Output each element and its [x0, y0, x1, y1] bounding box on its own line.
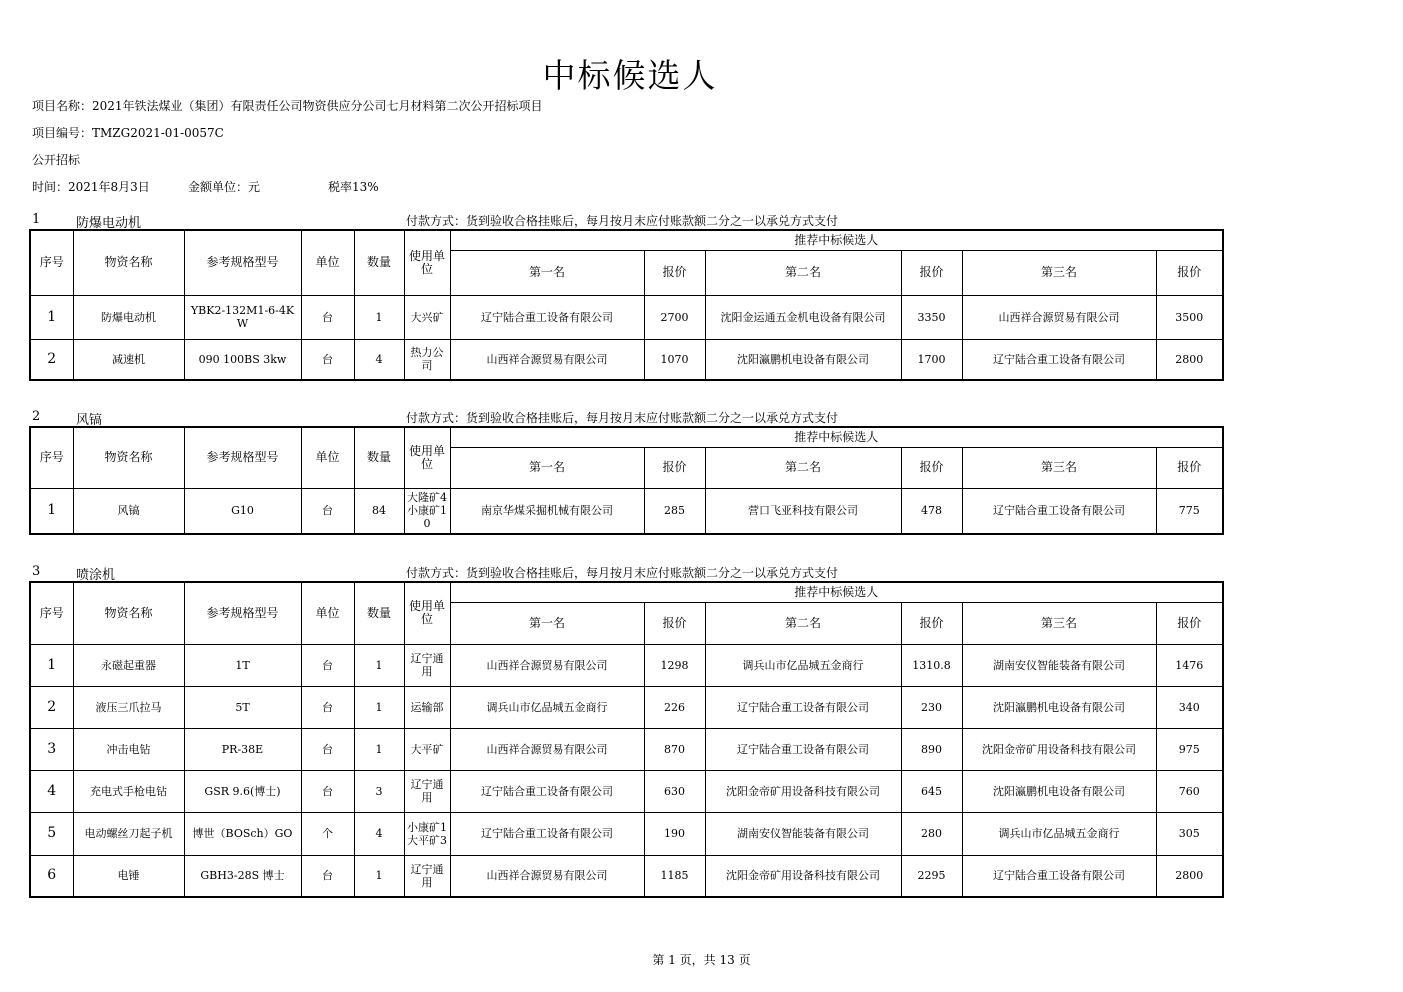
header-row [30, 582, 1223, 602]
row-price-second: 1310.8 [901, 644, 962, 686]
row-price-third: 3500 [1156, 295, 1223, 339]
project-code: 项目编号：TMZG2021-01-0057C [32, 126, 224, 140]
table-row [30, 644, 1223, 686]
row-seq: 2 [30, 339, 73, 380]
section-number: 2 [32, 409, 41, 424]
meta-line [32, 178, 379, 195]
row-third: 沈阳金帝矿用设备科技有限公司 [962, 728, 1156, 770]
table-row [30, 295, 1223, 339]
row-name: 减速机 [73, 339, 184, 380]
header-third: 第三名 [962, 447, 1156, 488]
row-first: 辽宁陆合重工设备有限公司 [450, 295, 644, 339]
page-title: 中标候选人 [542, 56, 718, 95]
row-spec: GSR 9.6(博士) [184, 770, 301, 812]
row-price-first: 1298 [644, 644, 705, 686]
row-seq: 3 [30, 728, 73, 770]
page-footer: 第 1 页，共 13 页 [652, 953, 751, 967]
row-qty: 3 [354, 770, 404, 812]
row-name: 电动螺丝刀起子机 [73, 812, 184, 855]
row-price-second: 1700 [901, 339, 962, 380]
row-price-first: 190 [644, 812, 705, 855]
row-qty: 1 [354, 855, 404, 897]
header-first: 第一名 [450, 447, 644, 488]
row-user: 辽宁通用 [404, 644, 450, 686]
row-spec: 5T [184, 686, 301, 728]
section-number: 1 [32, 212, 41, 227]
row-price-first: 630 [644, 770, 705, 812]
header-price: 报价 [901, 447, 962, 488]
table-row [30, 770, 1223, 812]
header-seq: 序号 [30, 427, 73, 488]
section-heading [32, 212, 1224, 231]
row-unit: 个 [301, 812, 354, 855]
project-name: 项目名称：2021年铁法煤业（集团）有限责任公司物资供应分公司七月材料第二次公开招标项目 [32, 99, 543, 113]
row-first: 南京华煤采掘机械有限公司 [450, 488, 644, 534]
row-price-third: 2800 [1156, 855, 1223, 897]
row-third: 辽宁陆合重工设备有限公司 [962, 488, 1156, 534]
table-row [30, 686, 1223, 728]
section-name: 风镐 [76, 413, 103, 428]
row-qty: 1 [354, 644, 404, 686]
row-price-third: 975 [1156, 728, 1223, 770]
tax-rate: 税率13% [328, 180, 379, 194]
row-seq: 5 [30, 812, 73, 855]
row-first: 山西祥合源贸易有限公司 [450, 728, 644, 770]
row-third: 辽宁陆合重工设备有限公司 [962, 339, 1156, 380]
row-qty: 1 [354, 728, 404, 770]
row-qty: 4 [354, 812, 404, 855]
header-price: 报价 [1156, 447, 1223, 488]
row-second: 沈阳瀛鹏机电设备有限公司 [705, 339, 901, 380]
row-second: 湖南安仪智能装备有限公司 [705, 812, 901, 855]
header-recommended: 推荐中标候选人 [450, 427, 1223, 447]
header-row [30, 427, 1223, 447]
header-user: 使用单位 [404, 582, 450, 644]
row-price-third: 340 [1156, 686, 1223, 728]
section-name: 防爆电动机 [76, 216, 142, 231]
row-unit: 台 [301, 339, 354, 380]
row-seq: 4 [30, 770, 73, 812]
row-price-second: 890 [901, 728, 962, 770]
row-second: 调兵山市亿品城五金商行 [705, 644, 901, 686]
row-spec: 博世（BOSch）GO [184, 812, 301, 855]
row-unit: 台 [301, 686, 354, 728]
row-price-first: 1070 [644, 339, 705, 380]
row-user: 辽宁通用 [404, 855, 450, 897]
row-first: 山西祥合源贸易有限公司 [450, 855, 644, 897]
header-price: 报价 [901, 602, 962, 644]
table-row [30, 812, 1223, 855]
row-price-second: 280 [901, 812, 962, 855]
header-first: 第一名 [450, 602, 644, 644]
header-first: 第一名 [450, 250, 644, 295]
row-price-third: 305 [1156, 812, 1223, 855]
row-user: 小康矿1大平矿3 [404, 812, 450, 855]
row-third: 沈阳瀛鹏机电设备有限公司 [962, 686, 1156, 728]
row-name: 液压三爪拉马 [73, 686, 184, 728]
header-recommended: 推荐中标候选人 [450, 582, 1223, 602]
row-qty: 84 [354, 488, 404, 534]
header-second: 第二名 [705, 602, 901, 644]
row-user: 大兴矿 [404, 295, 450, 339]
row-third: 沈阳瀛鹏机电设备有限公司 [962, 770, 1156, 812]
payment-terms: 付款方式：货到验收合格挂账后，每月按月末应付账款额二分之一以承兑方式支付 [406, 411, 839, 425]
row-second: 沈阳金帝矿用设备科技有限公司 [705, 855, 901, 897]
row-unit: 台 [301, 855, 354, 897]
header-recommended: 推荐中标候选人 [450, 230, 1223, 250]
section-heading [32, 564, 1224, 583]
row-third: 山西祥合源贸易有限公司 [962, 295, 1156, 339]
row-second: 沈阳金运通五金机电设备有限公司 [705, 295, 901, 339]
header-price: 报价 [1156, 250, 1223, 295]
row-price-second: 478 [901, 488, 962, 534]
header-qty: 数量 [354, 427, 404, 488]
header-price: 报价 [1156, 602, 1223, 644]
row-seq: 1 [30, 295, 73, 339]
payment-terms: 付款方式：货到验收合格挂账后，每月按月末应付账款额二分之一以承兑方式支付 [406, 566, 839, 580]
row-spec: GBH3-28S 博士 [184, 855, 301, 897]
row-price-third: 760 [1156, 770, 1223, 812]
table-row [30, 728, 1223, 770]
header-second: 第二名 [705, 250, 901, 295]
header-row [30, 230, 1223, 250]
header-spec: 参考规格型号 [184, 582, 301, 644]
header-user: 使用单位 [404, 230, 450, 295]
row-price-third: 775 [1156, 488, 1223, 534]
row-name: 电锤 [73, 855, 184, 897]
row-user: 大隆矿4小康矿10 [404, 488, 450, 534]
row-third: 辽宁陆合重工设备有限公司 [962, 855, 1156, 897]
row-seq: 6 [30, 855, 73, 897]
row-price-first: 870 [644, 728, 705, 770]
row-first: 山西祥合源贸易有限公司 [450, 339, 644, 380]
currency-unit: 金额单位：元 [188, 180, 261, 194]
bid-table [29, 581, 1224, 898]
row-first: 辽宁陆合重工设备有限公司 [450, 812, 644, 855]
row-qty: 1 [354, 686, 404, 728]
header-third: 第三名 [962, 250, 1156, 295]
header-unit: 单位 [301, 427, 354, 488]
payment-terms: 付款方式：货到验收合格挂账后，每月按月末应付账款额二分之一以承兑方式支付 [406, 214, 839, 228]
row-price-second: 3350 [901, 295, 962, 339]
header-price: 报价 [644, 602, 705, 644]
header-name: 物资名称 [73, 427, 184, 488]
bid-table [29, 426, 1224, 535]
header-user: 使用单位 [404, 427, 450, 488]
row-qty: 1 [354, 295, 404, 339]
row-seq: 1 [30, 488, 73, 534]
row-unit: 台 [301, 770, 354, 812]
section-heading [32, 409, 1224, 428]
row-unit: 台 [301, 295, 354, 339]
section-number: 3 [32, 564, 41, 579]
header-unit: 单位 [301, 582, 354, 644]
row-spec: G10 [184, 488, 301, 534]
bid-table [29, 229, 1224, 381]
header-price: 报价 [901, 250, 962, 295]
table-row [30, 855, 1223, 897]
row-price-second: 2295 [901, 855, 962, 897]
header-spec: 参考规格型号 [184, 230, 301, 295]
row-first: 山西祥合源贸易有限公司 [450, 644, 644, 686]
row-price-third: 1476 [1156, 644, 1223, 686]
row-price-first: 2700 [644, 295, 705, 339]
header-name: 物资名称 [73, 582, 184, 644]
row-price-second: 645 [901, 770, 962, 812]
row-user: 大平矿 [404, 728, 450, 770]
header-seq: 序号 [30, 582, 73, 644]
row-price-third: 2800 [1156, 339, 1223, 380]
row-third: 湖南安仪智能装备有限公司 [962, 644, 1156, 686]
row-second: 辽宁陆合重工设备有限公司 [705, 728, 901, 770]
row-name: 冲击电钻 [73, 728, 184, 770]
table-row [30, 339, 1223, 380]
row-user: 辽宁通用 [404, 770, 450, 812]
row-price-first: 285 [644, 488, 705, 534]
row-name: 充电式手枪电钻 [73, 770, 184, 812]
header-price: 报价 [644, 447, 705, 488]
procurement-method: 公开招标 [32, 153, 81, 167]
row-first: 调兵山市亿品城五金商行 [450, 686, 644, 728]
row-first: 辽宁陆合重工设备有限公司 [450, 770, 644, 812]
section-name: 喷涂机 [76, 568, 116, 583]
row-name: 防爆电动机 [73, 295, 184, 339]
header-spec: 参考规格型号 [184, 427, 301, 488]
row-second: 沈阳金帝矿用设备科技有限公司 [705, 770, 901, 812]
table-row [30, 488, 1223, 534]
row-seq: 2 [30, 686, 73, 728]
header-price: 报价 [644, 250, 705, 295]
row-second: 营口飞亚科技有限公司 [705, 488, 901, 534]
row-unit: 台 [301, 488, 354, 534]
row-name: 风镐 [73, 488, 184, 534]
row-seq: 1 [30, 644, 73, 686]
header-qty: 数量 [354, 582, 404, 644]
row-spec: 1T [184, 644, 301, 686]
row-spec: 090 100BS 3kw [184, 339, 301, 380]
date: 时间：2021年8月3日 [32, 180, 150, 194]
row-spec: PR-38E [184, 728, 301, 770]
row-unit: 台 [301, 728, 354, 770]
header-third: 第三名 [962, 602, 1156, 644]
row-user: 运输部 [404, 686, 450, 728]
row-unit: 台 [301, 644, 354, 686]
row-price-second: 230 [901, 686, 962, 728]
row-qty: 4 [354, 339, 404, 380]
row-user: 热力公司 [404, 339, 450, 380]
header-unit: 单位 [301, 230, 354, 295]
row-name: 永磁起重器 [73, 644, 184, 686]
row-third: 调兵山市亿品城五金商行 [962, 812, 1156, 855]
row-spec: YBK2-132M1-6-4KW [184, 295, 301, 339]
header-second: 第二名 [705, 447, 901, 488]
header-name: 物资名称 [73, 230, 184, 295]
row-price-first: 1185 [644, 855, 705, 897]
header-seq: 序号 [30, 230, 73, 295]
row-price-first: 226 [644, 686, 705, 728]
row-second: 辽宁陆合重工设备有限公司 [705, 686, 901, 728]
header-qty: 数量 [354, 230, 404, 295]
